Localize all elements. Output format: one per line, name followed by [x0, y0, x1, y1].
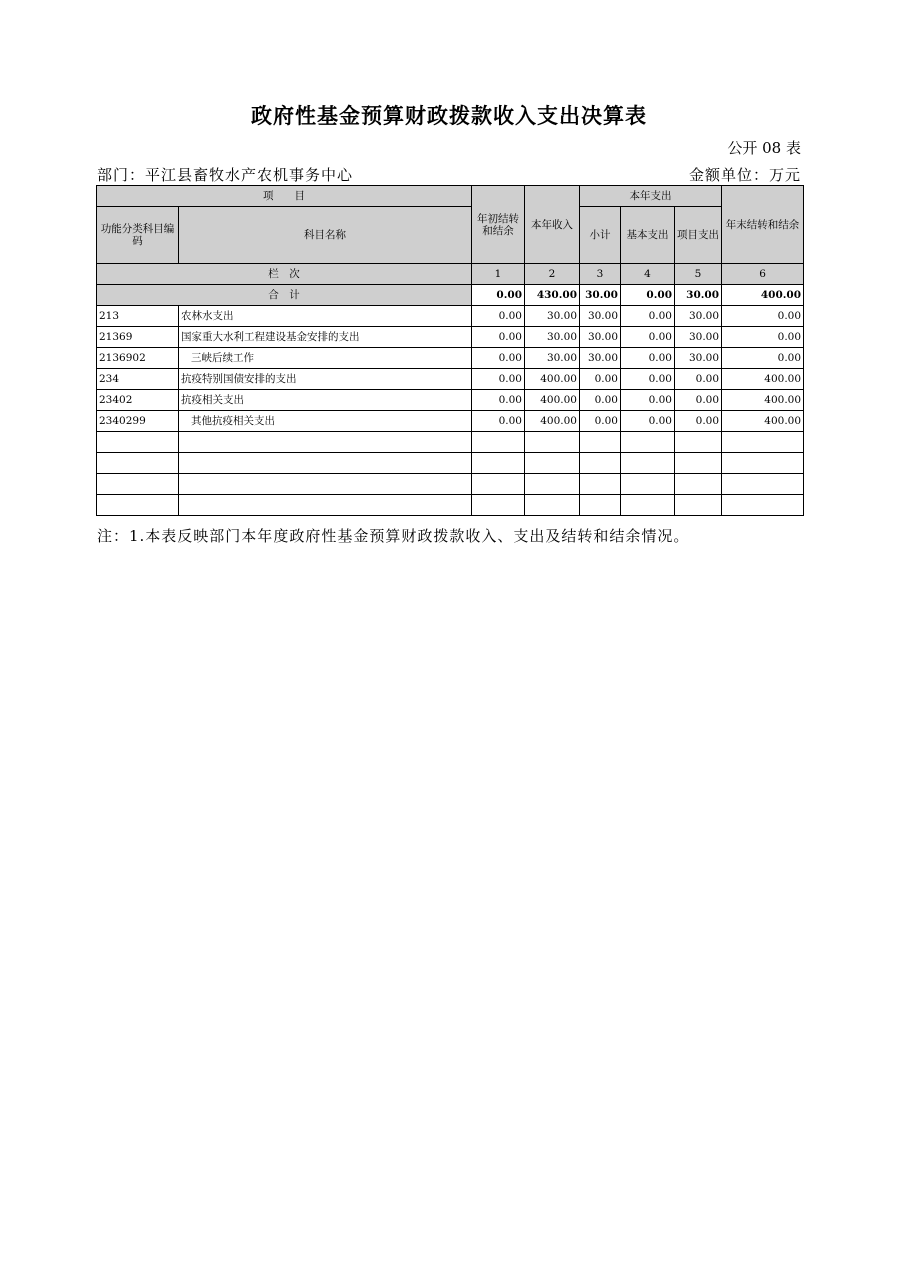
total-label: 合 计	[97, 285, 472, 306]
row-value: 30.00	[675, 348, 722, 369]
row-value: 400.00	[525, 390, 580, 411]
header-name: 科目名称	[179, 207, 472, 264]
column-index-number: 4	[621, 264, 675, 285]
row-value: 30.00	[525, 327, 580, 348]
empty-cell	[472, 474, 525, 495]
row-code: 2340299	[97, 411, 179, 432]
row-name: 三峡后续工作	[179, 348, 472, 369]
table-row	[97, 348, 804, 369]
empty-cell	[525, 474, 580, 495]
header-expense-group: 本年支出	[580, 186, 722, 207]
empty-cell	[621, 432, 675, 453]
row-value: 0.00	[621, 411, 675, 432]
empty-row	[97, 474, 804, 495]
empty-cell	[472, 495, 525, 516]
row-value: 30.00	[525, 348, 580, 369]
row-value: 0.00	[722, 348, 804, 369]
row-value: 0.00	[621, 327, 675, 348]
empty-cell	[179, 453, 472, 474]
empty-cell	[675, 453, 722, 474]
empty-cell	[472, 432, 525, 453]
empty-cell	[722, 432, 804, 453]
header-opening-balance: 年初结转和结余	[472, 186, 525, 264]
row-value: 0.00	[675, 369, 722, 390]
empty-cell	[722, 453, 804, 474]
table-row	[97, 369, 804, 390]
header-code: 功能分类科目编码	[97, 207, 179, 264]
budget-table	[96, 185, 804, 516]
empty-cell	[97, 474, 179, 495]
row-value: 400.00	[525, 411, 580, 432]
header-closing-balance: 年末结转和结余	[722, 186, 804, 264]
empty-cell	[621, 453, 675, 474]
row-value: 0.00	[580, 369, 621, 390]
row-code: 2136902	[97, 348, 179, 369]
row-value: 0.00	[675, 411, 722, 432]
row-value: 0.00	[472, 369, 525, 390]
row-name: 其他抗疫相关支出	[179, 411, 472, 432]
row-value: 0.00	[472, 411, 525, 432]
total-value: 430.00	[525, 285, 580, 306]
row-value: 30.00	[580, 348, 621, 369]
header-subtotal: 小计	[580, 207, 621, 264]
empty-cell	[472, 453, 525, 474]
row-value: 0.00	[621, 369, 675, 390]
empty-cell	[580, 474, 621, 495]
empty-cell	[525, 495, 580, 516]
header-project-expense: 项目支出	[675, 207, 722, 264]
column-index-number: 6	[722, 264, 804, 285]
row-code: 213	[97, 306, 179, 327]
table-row	[97, 306, 804, 327]
empty-cell	[675, 474, 722, 495]
row-value: 0.00	[722, 327, 804, 348]
empty-cell	[580, 432, 621, 453]
empty-row	[97, 432, 804, 453]
total-value: 30.00	[675, 285, 722, 306]
table-row	[97, 411, 804, 432]
empty-cell	[675, 432, 722, 453]
footnote: 注：1.本表反映部门本年度政府性基金预算财政拨款收入、支出及结转和结余情况。	[97, 527, 690, 545]
row-value: 30.00	[580, 327, 621, 348]
empty-cell	[722, 474, 804, 495]
row-name: 国家重大水利工程建设基金安排的支出	[179, 327, 472, 348]
row-value: 0.00	[580, 390, 621, 411]
total-value: 0.00	[621, 285, 675, 306]
empty-cell	[621, 495, 675, 516]
empty-cell	[722, 495, 804, 516]
row-value: 30.00	[580, 306, 621, 327]
total-value: 0.00	[472, 285, 525, 306]
empty-cell	[675, 495, 722, 516]
row-value: 0.00	[580, 411, 621, 432]
row-code: 21369	[97, 327, 179, 348]
form-number: 公开 08 表	[727, 139, 801, 157]
empty-cell	[621, 474, 675, 495]
row-code: 234	[97, 369, 179, 390]
column-index-label: 栏 次	[97, 264, 472, 285]
department-label: 部门：平江县畜牧水产农机事务中心	[97, 166, 354, 184]
header-item: 项 目	[97, 186, 472, 207]
row-value: 30.00	[525, 306, 580, 327]
table-row	[97, 327, 804, 348]
empty-cell	[179, 432, 472, 453]
column-index-number: 3	[580, 264, 621, 285]
empty-row	[97, 495, 804, 516]
empty-cell	[97, 432, 179, 453]
row-value: 400.00	[722, 390, 804, 411]
row-value: 0.00	[472, 348, 525, 369]
empty-cell	[97, 495, 179, 516]
row-value: 400.00	[722, 369, 804, 390]
row-name: 抗疫特别国债安排的支出	[179, 369, 472, 390]
row-code: 23402	[97, 390, 179, 411]
total-value: 400.00	[722, 285, 804, 306]
row-value: 0.00	[472, 390, 525, 411]
header-basic-expense: 基本支出	[621, 207, 675, 264]
total-row	[97, 285, 804, 306]
header-income: 本年收入	[525, 186, 580, 264]
column-index-number: 5	[675, 264, 722, 285]
row-name: 抗疫相关支出	[179, 390, 472, 411]
row-value: 0.00	[621, 390, 675, 411]
row-value: 0.00	[472, 327, 525, 348]
row-value: 400.00	[722, 411, 804, 432]
row-value: 0.00	[722, 306, 804, 327]
empty-cell	[179, 474, 472, 495]
empty-cell	[580, 495, 621, 516]
empty-cell	[97, 453, 179, 474]
row-value: 0.00	[472, 306, 525, 327]
total-value: 30.00	[580, 285, 621, 306]
row-value: 0.00	[621, 306, 675, 327]
empty-cell	[179, 495, 472, 516]
table-row	[97, 390, 804, 411]
row-value: 30.00	[675, 306, 722, 327]
row-name: 农林水支出	[179, 306, 472, 327]
empty-cell	[580, 453, 621, 474]
empty-cell	[525, 432, 580, 453]
amount-unit-label: 金额单位：万元	[688, 166, 801, 184]
row-value: 0.00	[675, 390, 722, 411]
column-index-number: 1	[472, 264, 525, 285]
page-title: 政府性基金预算财政拨款收入支出决算表	[251, 104, 647, 128]
column-index-number: 2	[525, 264, 580, 285]
row-value: 30.00	[675, 327, 722, 348]
empty-cell	[525, 453, 580, 474]
row-value: 0.00	[621, 348, 675, 369]
row-value: 400.00	[525, 369, 580, 390]
empty-row	[97, 453, 804, 474]
